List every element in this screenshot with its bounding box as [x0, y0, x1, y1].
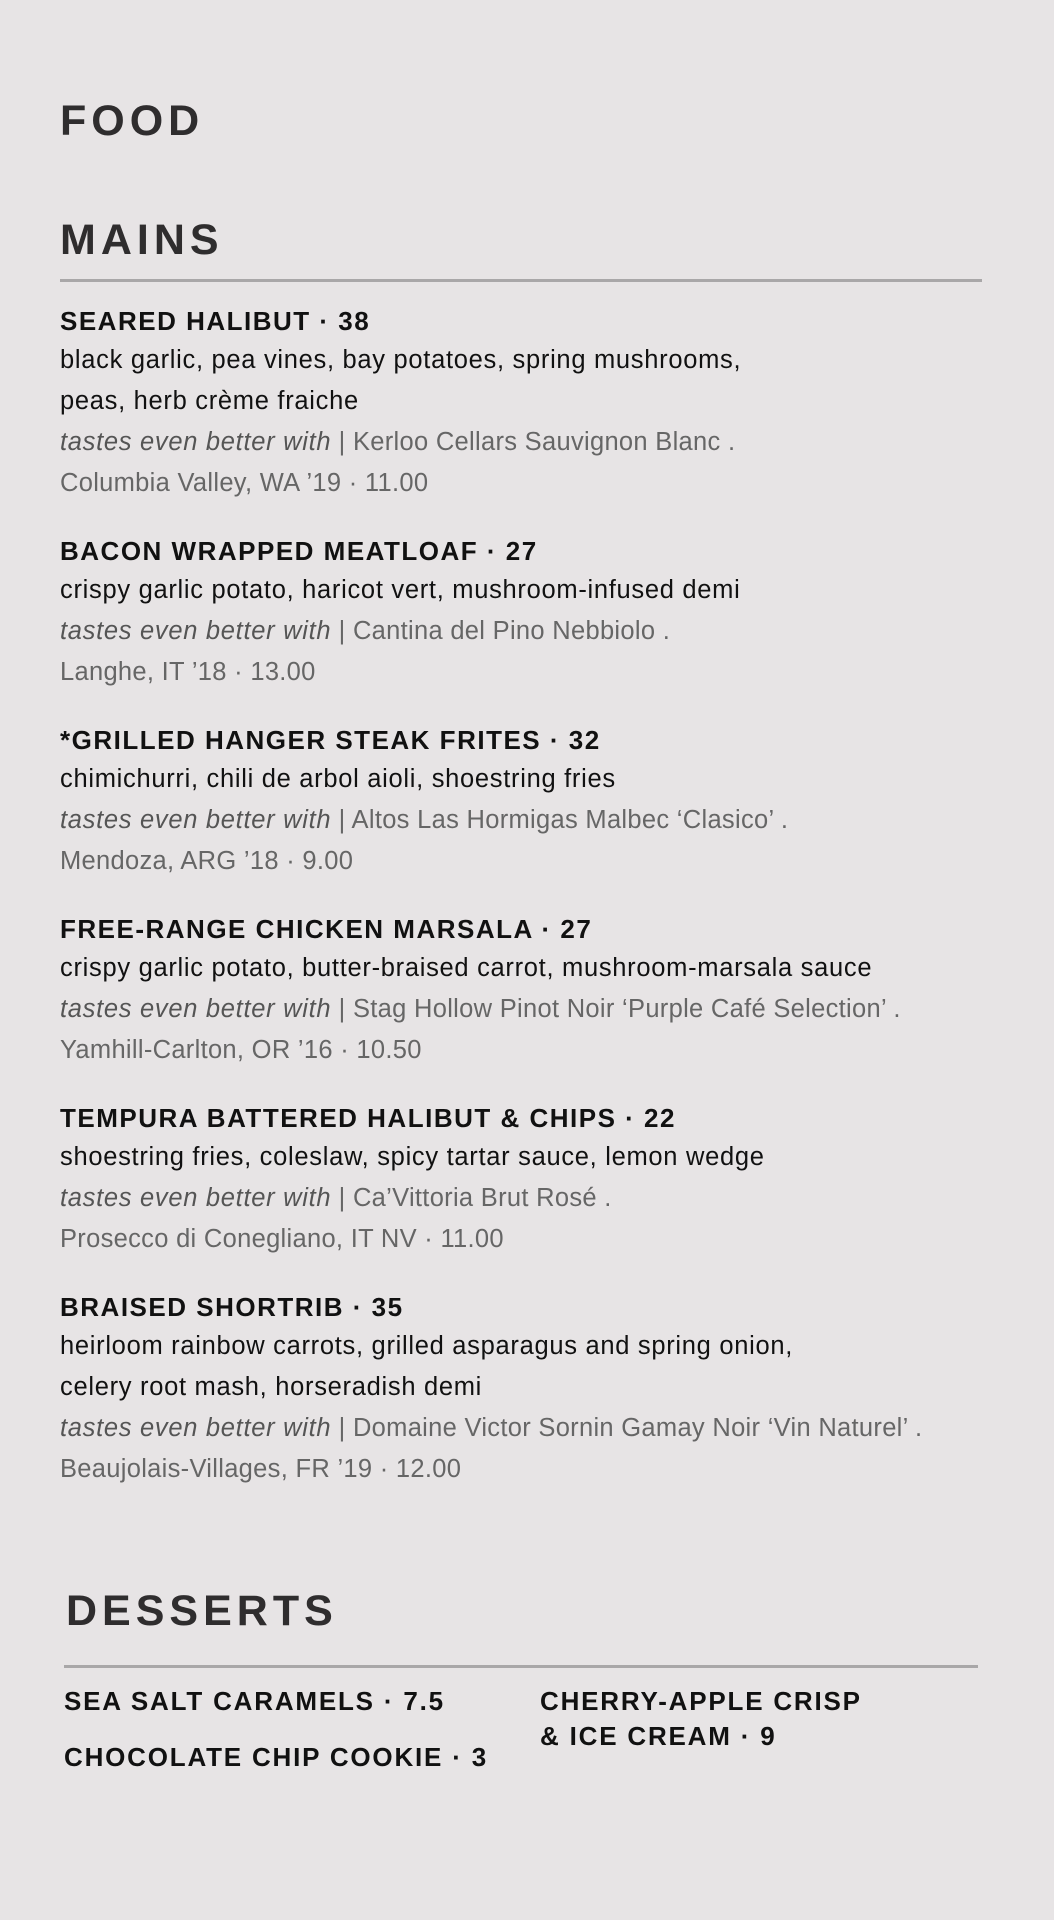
menu-item-name: TEMPURA BATTERED HALIBUT & CHIPS · 22 — [60, 1103, 676, 1133]
pairing-wine: | Kerloo Cellars Sauvignon Blanc . — [338, 428, 736, 456]
pairing-intro: tastes even better with — [60, 806, 332, 834]
desserts-heading: DESSERTS — [66, 1587, 338, 1635]
menu-item-name: SEARED HALIBUT · 38 — [60, 306, 371, 336]
mains-heading: MAINS — [60, 216, 224, 264]
menu-item-name: BRAISED SHORTRIB · 35 — [60, 1292, 404, 1322]
pairing-wine: | Altos Las Hormigas Malbec ‘Clasico’ . — [338, 806, 789, 834]
dessert-item: CHOCOLATE CHIP COOKIE · 3 — [64, 1742, 488, 1772]
pairing-intro: tastes even better with — [60, 617, 332, 645]
pairing-origin: Langhe, IT ’18 · 13.00 — [60, 658, 316, 686]
pairing-intro: tastes even better with — [60, 995, 332, 1023]
menu-item — [60, 532, 1000, 693]
menu-item-description: crispy garlic potato, haricot vert, mushroom-infused demi — [60, 576, 741, 604]
pairing-origin: Beaujolais-Villages, FR ’19 · 12.00 — [60, 1455, 462, 1483]
menu-item — [60, 302, 1000, 504]
menu-item-name: *GRILLED HANGER STEAK FRITES · 32 — [60, 725, 601, 755]
menu-title: FOOD — [60, 97, 205, 145]
wine-pairing — [60, 1408, 1000, 1449]
pairing-wine: | Ca’Vittoria Brut Rosé . — [338, 1184, 612, 1212]
pairing-wine: | Cantina del Pino Nebbiolo . — [338, 617, 671, 645]
menu-item-description: chimichurri, chili de arbol aioli, shoestring fries — [60, 765, 616, 793]
menu-item-name: BACON WRAPPED MEATLOAF · 27 — [60, 536, 538, 566]
menu-item — [60, 1288, 1000, 1490]
menu-item — [60, 1099, 1000, 1260]
menu-item-name: FREE-RANGE CHICKEN MARSALA · 27 — [60, 914, 593, 944]
menu-item-description: celery root mash, horseradish demi — [60, 1373, 483, 1401]
dessert-item-line: & ICE CREAM · 9 — [540, 1721, 777, 1751]
mains-list — [60, 302, 1000, 1518]
pairing-origin: Yamhill-Carlton, OR ’16 · 10.50 — [60, 1036, 422, 1064]
menu-item-description: black garlic, pea vines, bay potatoes, spring mushrooms, — [60, 346, 742, 374]
menu-item-description: shoestring fries, coleslaw, spicy tartar sauce, lemon wedge — [60, 1143, 765, 1171]
desserts-divider — [64, 1665, 978, 1668]
wine-pairing — [60, 422, 1000, 463]
pairing-intro: tastes even better with — [60, 1414, 332, 1442]
dessert-item — [540, 1684, 970, 1754]
wine-pairing — [60, 800, 1000, 841]
desserts-right-column — [540, 1684, 970, 1754]
dessert-item: SEA SALT CARAMELS · 7.5 — [64, 1686, 445, 1716]
menu-item-description: peas, herb crème fraiche — [60, 387, 359, 415]
desserts-left-column — [64, 1684, 524, 1796]
pairing-wine: | Stag Hollow Pinot Noir ‘Purple Café Selection’ . — [338, 995, 901, 1023]
pairing-intro: tastes even better with — [60, 428, 332, 456]
pairing-origin: Prosecco di Conegliano, IT NV · 11.00 — [60, 1225, 504, 1253]
menu-item — [60, 721, 1000, 882]
pairing-origin: Columbia Valley, WA ’19 · 11.00 — [60, 469, 429, 497]
menu-item-description: crispy garlic potato, butter-braised carrot, mushroom-marsala sauce — [60, 954, 873, 982]
pairing-wine: | Domaine Victor Sornin Gamay Noir ‘Vin Naturel’ . — [338, 1414, 923, 1442]
wine-pairing — [60, 1178, 1000, 1219]
pairing-origin: Mendoza, ARG ’18 · 9.00 — [60, 847, 354, 875]
wine-pairing — [60, 989, 1000, 1030]
mains-divider — [60, 279, 982, 282]
menu-item-description: heirloom rainbow carrots, grilled asparagus and spring onion, — [60, 1332, 793, 1360]
dessert-item-line: CHERRY-APPLE CRISP — [540, 1686, 862, 1716]
menu-item — [60, 910, 1000, 1071]
pairing-intro: tastes even better with — [60, 1184, 332, 1212]
wine-pairing — [60, 611, 1000, 652]
